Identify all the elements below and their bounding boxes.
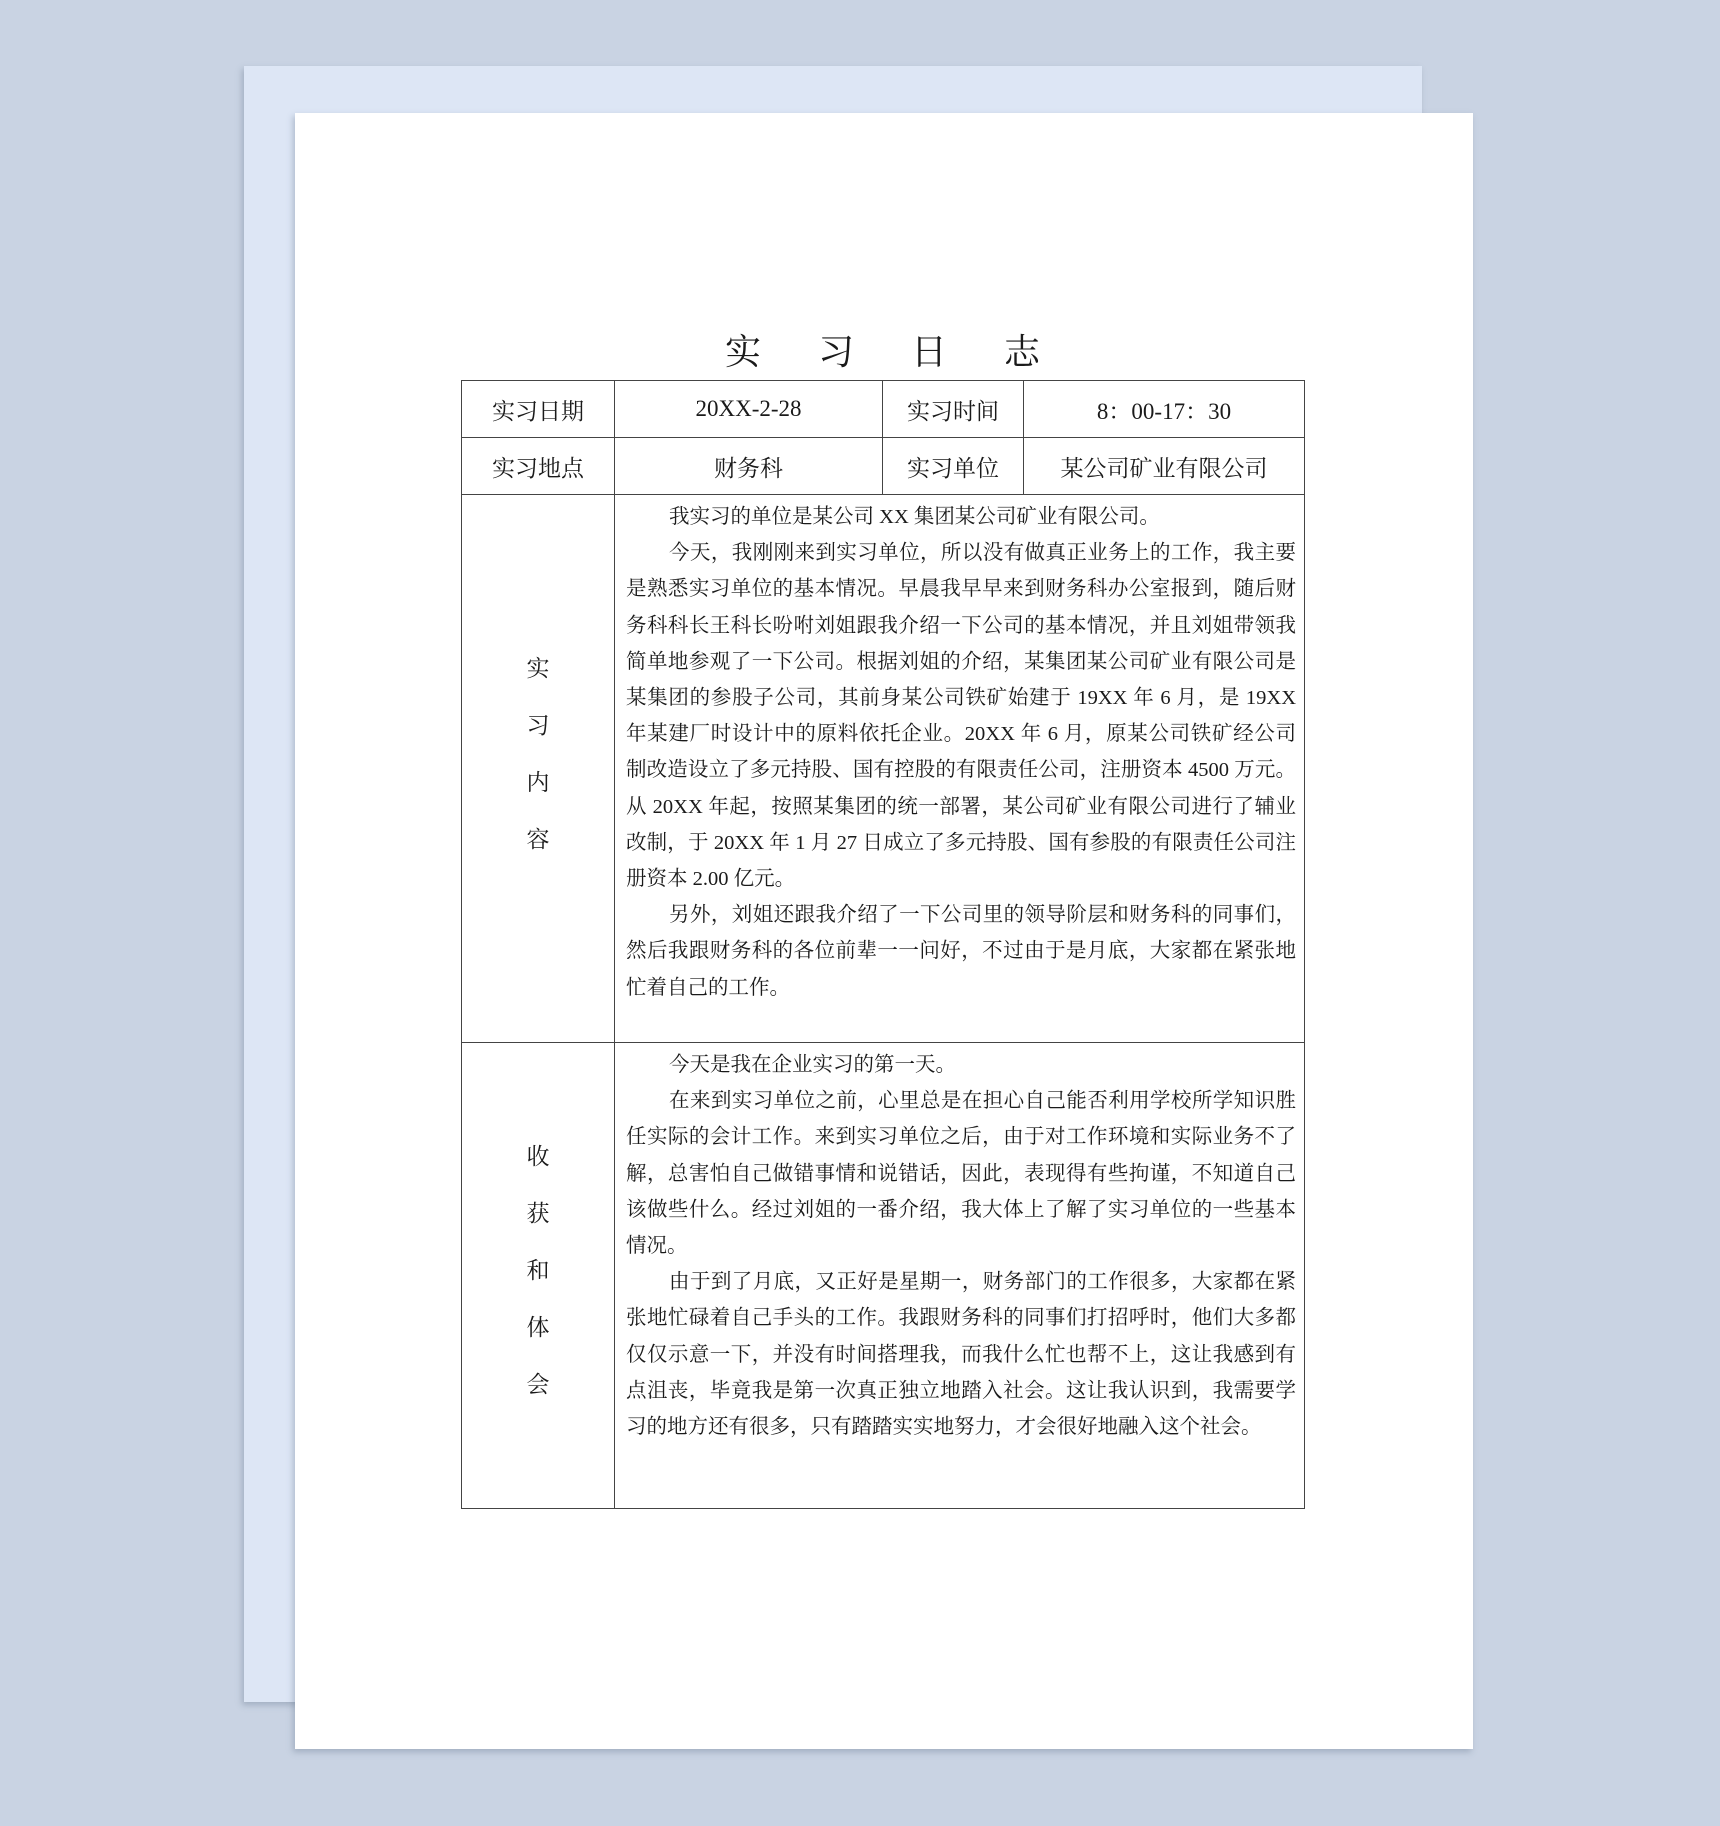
- table-row-reflection: [462, 1043, 1305, 1509]
- label-char: 习: [526, 712, 550, 738]
- paragraph: 我实习的单位是某公司 XX 集团某公司矿业有限公司。: [669, 506, 1160, 528]
- table-row-location-unit: [462, 438, 1305, 495]
- time-label: 实习时间: [883, 381, 1024, 438]
- reflection-section-label: [462, 1043, 615, 1509]
- table-row-content: [462, 495, 1305, 1043]
- paragraph: 今天是我在企业实习的第一天。: [669, 1054, 957, 1076]
- internship-log-table: [461, 380, 1305, 1509]
- table-row-date-time: [462, 381, 1305, 438]
- label-char: 获: [526, 1201, 550, 1226]
- location-value: 财务科: [615, 438, 883, 495]
- paragraph: 由于到了月底，又正好是星期一，财务部门的工作很多，大家都在紧张地忙碌着自己手头的工作。我跟财务科的同事们打招呼时，他们大多都仅仅示意一下，并没有时间搭理我，而我什么忙也帮不上，这让我感到有点沮丧，毕竟我是第一次真正独立地踏入社会。这让我认识到，我需要学习的地方还有很多，只有踏踏实实地努力，才会很好地融入这个社会。: [626, 1271, 1296, 1439]
- date-value: 20XX-2-28: [615, 381, 883, 438]
- unit-label: 实习单位: [883, 438, 1024, 495]
- label-char: 会: [526, 1372, 550, 1397]
- reflection-section-body: [615, 1043, 1305, 1509]
- label-char: 实: [526, 655, 550, 681]
- label-char: 体: [526, 1315, 550, 1340]
- paragraph: 另外，刘姐还跟我介绍了一下公司里的领导阶层和财务科的同事们，然后我跟财务科的各位前辈一一问好，不过由于是月底，大家都在紧张地忙着自己的工作。: [626, 904, 1296, 999]
- content-section-label: [462, 495, 615, 1043]
- paragraph: 在来到实习单位之前，心里总是在担心自己能否利用学校所学知识胜任实际的会计工作。来到实习单位之后，由于对工作环境和实际业务不了解，总害怕自己做错事情和说错话，因此，表现得有些拘谨，不知道自己该做些什么。经过刘姐的一番介绍，我大体上了解了实习单位的一些基本情况。: [626, 1090, 1296, 1258]
- paragraph: 今天，我刚刚来到实习单位，所以没有做真正业务上的工作，我主要是熟悉实习单位的基本情况。早晨我早早来到财务科办公室报到，随后财务科科长王科长吩咐刘姐跟我介绍一下公司的基本情况，并且刘姐带领我简单地参观了一下公司。根据刘姐的介绍，某集团某公司矿业有限公司是某集团的参股子公司，其前身某公司铁矿始建于 19XX 年 6 月，是 19XX 年某建厂时设计中的原料依托企业。20XX 年 6 月，原某公司铁矿经公司制改造设立了多元持股、国有控股的有限责任公司，注册资本 4500 万元。从 20XX 年起，按照某集团的统一部署，某公司矿业有限公司进行了辅业改制，于 20XX 年 1 月 27 日成立了多元持股、国有参股的有限责任公司注册资本 2.00 亿元。: [626, 542, 1296, 891]
- date-label: 实习日期: [462, 381, 615, 438]
- content-section-body: [615, 495, 1305, 1043]
- page-title: 实 习 日 志: [724, 332, 1064, 372]
- label-char: 和: [526, 1258, 550, 1283]
- label-char: 内: [526, 769, 550, 795]
- label-char: 收: [526, 1144, 550, 1169]
- label-char: 容: [526, 826, 550, 852]
- time-value: 8：00-17：30: [1024, 381, 1305, 438]
- location-label: 实习地点: [462, 438, 615, 495]
- unit-value: 某公司矿业有限公司: [1024, 438, 1305, 495]
